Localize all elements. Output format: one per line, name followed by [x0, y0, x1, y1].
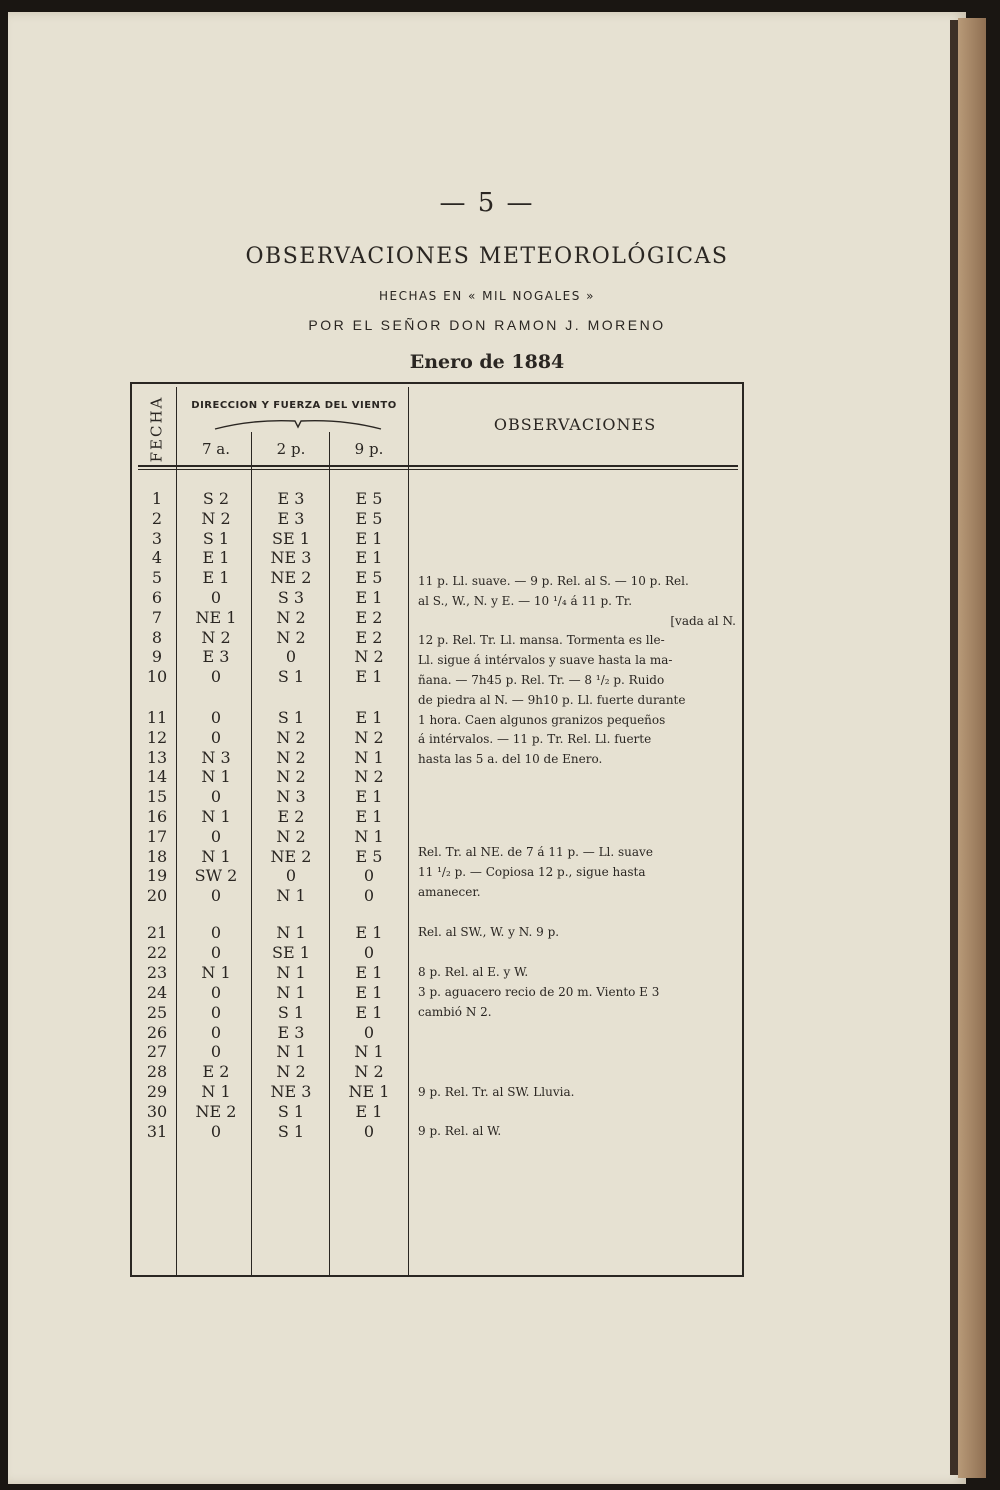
date-cell: 26	[146, 1022, 168, 1042]
wind-2pm-cell: SE 1	[272, 942, 310, 962]
observations-header: OBSERVACIONES	[493, 415, 657, 434]
wind-7am-cell: S 1	[202, 528, 230, 548]
wind-7am-cell: NE 2	[195, 1102, 237, 1122]
table-bottom-border	[130, 1275, 744, 1277]
wind-9pm-cell: N 2	[354, 767, 384, 787]
time-header-2pm: 2 p.	[276, 440, 306, 458]
wind-2pm-cell: E 3	[277, 1022, 305, 1042]
header-rule	[138, 469, 738, 470]
date-cell: 25	[146, 1002, 168, 1022]
wind-9pm-cell: 0	[363, 1122, 375, 1141]
date-cell: 10	[146, 667, 168, 687]
wind-7am-cell: N 1	[201, 846, 231, 866]
date-cell: 23	[146, 962, 168, 982]
table-left-border	[130, 382, 132, 1277]
wind-9pm-cell: 0	[363, 942, 375, 962]
wind-9pm-cell: NE 1	[348, 1082, 390, 1102]
column-divider	[176, 387, 177, 1275]
date-cell: 8	[151, 627, 163, 647]
wind-2pm-cell: S 3	[277, 588, 305, 607]
wind-2pm-cell: N 2	[276, 747, 306, 767]
month-heading: Enero de 1884	[409, 351, 565, 373]
wind-2pm-cell: S 1	[277, 667, 305, 687]
date-cell: 15	[146, 787, 168, 807]
date-cell: 7	[151, 607, 163, 627]
wind-7am-cell: N 3	[201, 747, 231, 767]
wind-2pm-cell: N 1	[276, 886, 306, 906]
wind-7am-cell: E 2	[202, 1062, 230, 1082]
wind-2pm-cell: S 1	[277, 1102, 305, 1122]
wind-9pm-cell: E 1	[355, 962, 383, 982]
wind-2pm-cell: N 1	[276, 923, 306, 942]
date-cell: 27	[146, 1042, 168, 1062]
table-top-border	[130, 382, 744, 384]
date-cell: 4	[151, 548, 163, 568]
wind-brace	[213, 417, 383, 431]
wind-9pm-cell: 0	[363, 1022, 375, 1042]
wind-2pm-cell: N 1	[276, 1042, 306, 1062]
wind-2pm-cell: N 2	[276, 727, 306, 747]
wind-7am-cell: 0	[210, 787, 222, 807]
wind-2pm-cell: N 1	[276, 982, 306, 1002]
wind-9pm-cell: E 1	[355, 667, 383, 687]
wind-7am-cell: N 1	[201, 767, 231, 787]
wind-7am-cell: N 1	[201, 962, 231, 982]
wind-2pm-cell: 0	[285, 866, 297, 886]
book-page	[8, 12, 966, 1484]
column-divider	[251, 432, 252, 1275]
date-cell: 12	[146, 727, 168, 747]
wind-7am-cell: E 3	[202, 647, 230, 667]
book-spine	[950, 20, 958, 1475]
author-line: POR EL SEÑOR DON RAMON J. MORENO	[308, 317, 666, 333]
date-column-header: FECHA	[147, 395, 165, 463]
date-cell: 2	[151, 508, 163, 528]
date-cell: 5	[151, 568, 163, 588]
wind-7am-cell: 0	[210, 1002, 222, 1022]
wind-2pm-cell: SE 1	[272, 528, 310, 548]
wind-9pm-cell: E 1	[355, 807, 383, 826]
time-header-9pm: 9 p.	[354, 440, 384, 458]
observation-note: 3 p. aguacero recio de 20 m. Viento E 3 cambió N 2.	[418, 985, 660, 1019]
wind-2pm-cell: N 1	[276, 962, 306, 982]
wind-2pm-cell: E 2	[277, 807, 305, 826]
wind-9pm-cell: N 1	[354, 1042, 384, 1062]
observation-note: 9 p. Rel. Tr. al SW. Lluvia.	[418, 1085, 575, 1099]
date-cell: 24	[146, 982, 168, 1002]
wind-7am-cell: E 1	[202, 568, 230, 588]
wind-7am-cell: SW 2	[194, 866, 238, 886]
wind-2pm-cell: N 3	[276, 787, 306, 807]
wind-9pm-cell: E 1	[355, 1102, 383, 1122]
wind-7am-cell: 0	[210, 708, 222, 727]
wind-7am-cell: 0	[210, 826, 222, 846]
date-cell: 6	[151, 588, 163, 607]
date-cell: 16	[146, 807, 168, 826]
time-header-7am: 7 a.	[201, 440, 231, 458]
date-cell: 14	[146, 767, 168, 787]
wind-2pm-cell: NE 3	[270, 548, 312, 568]
wind-9pm-cell: 0	[363, 866, 375, 886]
wind-column-header: DIRECCION Y FUERZA DEL VIENTO	[191, 400, 397, 411]
wind-7am-cell: 0	[210, 667, 222, 687]
wind-7am-cell: 0	[210, 982, 222, 1002]
wind-9pm-cell: E 5	[355, 489, 383, 508]
date-cell: 20	[146, 886, 168, 906]
wind-2pm-cell: S 1	[277, 1002, 305, 1022]
wind-9pm-cell: E 1	[355, 982, 383, 1002]
wind-2pm-cell: E 3	[277, 508, 305, 528]
wind-9pm-cell: E 5	[355, 846, 383, 866]
observation-note: 11 p. Ll. suave. — 9 p. Rel. al S. — 10 p. Rel. al S., W., N. y E. — 10 ¹/₄ á 11 p. Tr. [vada al N. 12 p. Rel. Tr. Ll. mansa. Tormenta es lle- Ll. sigue á intérvalos y suave hasta la ma- ñana. — 7h45 p. Rel. Tr. — 8 ¹/₂ p. Ruido de piedra al N. — 9h10 p. Ll. fuerte durante 1 hora. Caen algunos granizos pequeños á intérvalos. — 11 p. Tr. Rel. Ll. fuerte hasta las 5 a. del 10 de Enero.	[418, 574, 736, 767]
wind-9pm-cell: E 1	[355, 923, 383, 942]
observation-note: 8 p. Rel. al E. y W.	[418, 965, 529, 979]
wind-9pm-cell: E 5	[355, 568, 383, 588]
wind-7am-cell: N 1	[201, 807, 231, 826]
wind-7am-cell: 0	[210, 923, 222, 942]
wind-2pm-cell: NE 2	[270, 846, 312, 866]
page-subtitle: HECHAS EN « MIL NOGALES »	[378, 289, 596, 303]
date-cell: 13	[146, 747, 168, 767]
date-cell: 18	[146, 846, 168, 866]
date-cell: 17	[146, 826, 168, 846]
wind-7am-cell: 0	[210, 1042, 222, 1062]
date-cell: 28	[146, 1062, 168, 1082]
wind-9pm-cell: N 2	[354, 727, 384, 747]
page-edge	[958, 18, 986, 1478]
wind-2pm-cell: N 2	[276, 627, 306, 647]
date-cell: 19	[146, 866, 168, 886]
page-number: — 5 —	[439, 188, 535, 218]
wind-9pm-cell: N 2	[354, 1062, 384, 1082]
date-cell: 11	[146, 708, 168, 727]
observation-note: Rel. Tr. al NE. de 7 á 11 p. — Ll. suave 11 ¹/₂ p. — Copiosa 12 p., sigue hasta amanecer.	[418, 845, 653, 899]
date-cell: 21	[146, 923, 168, 942]
wind-9pm-cell: E 1	[355, 548, 383, 568]
wind-2pm-cell: N 2	[276, 1062, 306, 1082]
wind-7am-cell: E 1	[202, 548, 230, 568]
wind-9pm-cell: E 5	[355, 508, 383, 528]
column-divider	[408, 387, 409, 1275]
wind-7am-cell: 0	[210, 1022, 222, 1042]
date-cell: 9	[151, 647, 163, 667]
wind-9pm-cell: N 1	[354, 747, 384, 767]
date-cell: 30	[146, 1102, 168, 1122]
observation-note: Rel. al SW., W. y N. 9 p.	[418, 925, 560, 939]
wind-2pm-cell: N 2	[276, 826, 306, 846]
wind-9pm-cell: 0	[363, 886, 375, 906]
wind-7am-cell: NE 1	[195, 607, 237, 627]
wind-9pm-cell: E 2	[355, 627, 383, 647]
wind-9pm-cell: E 1	[355, 787, 383, 807]
wind-9pm-cell: E 1	[355, 1002, 383, 1022]
date-cell: 31	[146, 1122, 168, 1141]
date-cell: 3	[151, 528, 163, 548]
page-title: OBSERVACIONES METEOROLÓGICAS	[245, 244, 729, 269]
wind-7am-cell: 0	[210, 727, 222, 747]
wind-2pm-cell: 0	[285, 647, 297, 667]
wind-7am-cell: 0	[210, 942, 222, 962]
wind-2pm-cell: N 2	[276, 607, 306, 627]
wind-9pm-cell: N 2	[354, 647, 384, 667]
wind-7am-cell: 0	[210, 1122, 222, 1141]
wind-2pm-cell: N 2	[276, 767, 306, 787]
wind-7am-cell: 0	[210, 588, 222, 607]
wind-2pm-cell: S 1	[277, 708, 305, 727]
wind-7am-cell: S 2	[202, 489, 230, 508]
wind-7am-cell: N 1	[201, 1082, 231, 1102]
wind-9pm-cell: E 2	[355, 607, 383, 627]
wind-9pm-cell: N 1	[354, 826, 384, 846]
observation-note: 9 p. Rel. al W.	[418, 1124, 502, 1138]
date-cell: 29	[146, 1082, 168, 1102]
wind-7am-cell: 0	[210, 886, 222, 906]
wind-2pm-cell: NE 3	[270, 1082, 312, 1102]
wind-7am-cell: N 2	[201, 627, 231, 647]
table-right-border	[742, 382, 744, 1277]
wind-9pm-cell: E 1	[355, 588, 383, 607]
date-cell: 1	[151, 489, 163, 508]
wind-9pm-cell: E 1	[355, 708, 383, 727]
wind-2pm-cell: E 3	[277, 489, 305, 508]
column-divider	[329, 432, 330, 1275]
wind-2pm-cell: NE 2	[270, 568, 312, 588]
date-cell: 22	[146, 942, 168, 962]
wind-2pm-cell: S 1	[277, 1122, 305, 1141]
header-rule	[138, 465, 738, 467]
wind-7am-cell: N 2	[201, 508, 231, 528]
wind-9pm-cell: E 1	[355, 528, 383, 548]
